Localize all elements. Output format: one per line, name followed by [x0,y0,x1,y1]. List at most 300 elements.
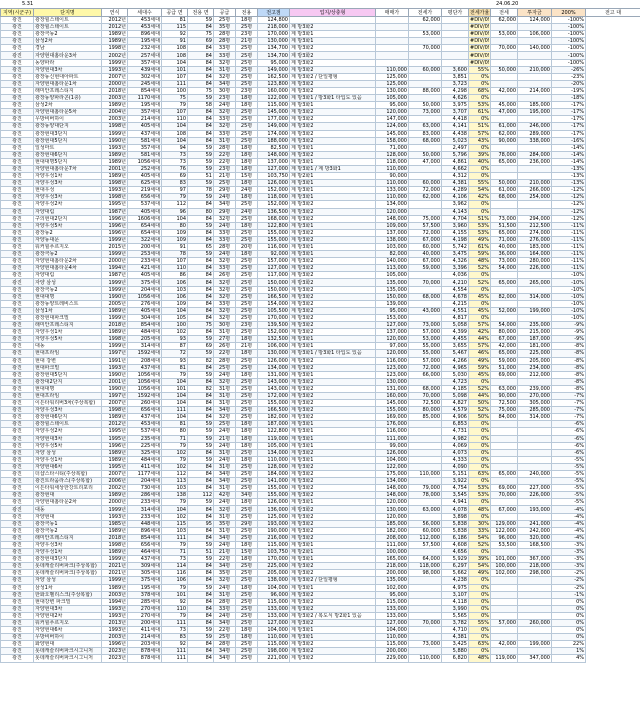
table-cell[interactable]: 5,565 [442,612,469,619]
table-cell[interactable]: 162,500 [258,73,290,80]
table-cell[interactable]: 59 [188,350,214,357]
table-cell[interactable]: 0% [469,442,491,449]
table-cell[interactable]: 2012년 [102,24,128,31]
table-cell[interactable]: 광진 [1,236,34,243]
table-cell[interactable] [491,648,518,655]
table-cell[interactable]: 계 방3화2 [290,45,376,52]
table-cell[interactable]: 계 방3화1 [290,421,376,428]
table-cell[interactable]: 1989년 [102,173,128,180]
table-cell[interactable]: 84 [188,378,214,385]
table-cell[interactable]: -100% [552,52,586,59]
table-cell[interactable]: 3,655 [442,343,469,350]
table-cell[interactable]: 광장현대 [34,492,102,499]
table-cell[interactable]: 68,000 [409,137,442,144]
table-cell[interactable]: 25평 [236,534,258,541]
table-cell[interactable]: 42,000 [491,641,518,648]
table-cell[interactable]: 150,000 [258,286,290,293]
table-cell[interactable]: 광진 [1,520,34,527]
table-cell[interactable]: 102,000 [491,570,518,577]
table-cell[interactable]: 246,000 [518,123,552,130]
table-cell[interactable] [491,300,518,307]
table-cell[interactable]: 127,000 [376,322,409,329]
table-cell[interactable]: 274,000 [518,229,552,236]
table-cell[interactable]: 62,000 [491,17,518,24]
table-cell[interactable] [491,598,518,605]
table-cell[interactable]: 28평 [214,641,236,648]
table-cell[interactable]: 656세대 [128,541,162,548]
table-cell[interactable]: 101 [162,385,188,392]
table-cell[interactable]: #DIV/0! [470,52,490,59]
table-cell[interactable]: 84 [188,414,214,421]
table-cell[interactable]: 84 [188,591,214,598]
table-cell[interactable]: 84 [188,478,214,485]
table-cell[interactable]: 90,000 [491,392,518,399]
table-cell[interactable] [376,45,409,52]
table-cell[interactable]: 136,500 [258,208,290,215]
table-cell[interactable]: 광장힐스테이트 [34,17,102,24]
table-cell[interactable] [518,286,552,293]
table-cell[interactable]: 4,399 [442,329,469,336]
table-cell[interactable] [518,456,552,463]
table-cell[interactable]: 73,000 [409,109,442,116]
table-cell[interactable]: 3,600 [442,66,469,73]
table-cell[interactable]: 104,000 [258,584,290,591]
table-cell[interactable]: 계 방3화2 [290,513,376,520]
table-cell[interactable] [409,627,442,634]
table-cell[interactable]: 계 방3화2 [290,123,376,130]
table-cell[interactable]: 233세대 [128,258,162,265]
table-cell[interactable]: 4,155 [442,229,469,236]
table-cell[interactable]: 광진 [1,485,34,492]
table-cell[interactable]: 84 [188,229,214,236]
table-cell[interactable]: 95 [188,520,214,527]
table-cell[interactable]: -12% [552,187,586,194]
table-cell[interactable]: 87 [162,343,188,350]
table-cell[interactable]: 199,000 [518,641,552,648]
table-cell[interactable]: 122,000 [491,527,518,534]
table-cell[interactable]: 127,000 [258,165,290,172]
table-cell[interactable]: -10% [552,272,586,279]
table-cell[interactable]: 0% [469,428,491,435]
table-cell[interactable]: 32평 [214,59,236,66]
table-cell[interactable] [442,17,469,24]
table-cell[interactable]: 25평 [236,236,258,243]
table-cell[interactable]: 계 방3화2 [290,527,376,534]
table-cell[interactable]: 24평 [214,541,236,548]
table-cell[interactable]: 25평 [236,24,258,31]
table-cell[interactable]: 0% [552,605,586,612]
table-cell[interactable]: 더샵스타시티(주상복합) [34,471,102,478]
table-cell[interactable]: 계 방3화2 [290,471,376,478]
table-cell[interactable]: 1999년 [102,343,128,350]
table-cell[interactable]: 453세대 [128,421,162,428]
table-cell[interactable]: 5,929 [442,556,469,563]
table-cell[interactable]: 3,782 [442,619,469,626]
table-cell[interactable]: 309세대 [128,563,162,570]
table-cell[interactable] [409,421,442,428]
table-cell[interactable]: 145,000 [376,130,409,137]
table-cell[interactable]: 84 [188,80,214,87]
table-cell[interactable]: 210,000 [518,180,552,187]
table-cell[interactable]: 116,000 [376,428,409,435]
table-cell[interactable]: 25평 [236,66,258,73]
table-cell[interactable]: 32평 [214,279,236,286]
table-cell[interactable]: 84 [188,463,214,470]
table-cell[interactable]: 광진 [1,598,34,605]
table-cell[interactable]: 45,000 [491,102,518,109]
table-cell[interactable] [409,52,442,59]
table-cell[interactable]: 135,000 [376,286,409,293]
table-cell[interactable]: 광진 [1,187,34,194]
table-cell[interactable]: 계 방3화1 [290,634,376,641]
table-cell[interactable]: 122,000 [376,463,409,470]
table-cell[interactable]: 73,000 [491,258,518,265]
table-cell[interactable]: 84 [188,300,214,307]
table-cell[interactable]: 854세대 [128,322,162,329]
table-cell[interactable]: 광진 [1,627,34,634]
table-cell[interactable] [409,648,442,655]
table-cell[interactable]: 1% [552,648,586,655]
table-cell[interactable]: 111 [162,655,188,662]
table-cell[interactable]: 57,000 [409,329,442,336]
table-cell[interactable]: 212,000 [518,371,552,378]
table-cell[interactable]: 0% [469,577,491,584]
table-cell[interactable]: 이튼타워세상한강트리포리 [34,485,102,492]
table-cell[interactable]: 177,000 [258,116,290,123]
table-cell[interactable]: -12% [552,208,586,215]
table-cell[interactable]: 광장현대5단지 [34,371,102,378]
table-cell[interactable]: 260세대 [128,400,162,407]
table-cell[interactable] [442,31,469,38]
table-cell[interactable]: 광진 [1,584,34,591]
table-cell[interactable]: 24평 [214,584,236,591]
table-cell[interactable]: 233세대 [128,499,162,506]
table-cell[interactable]: 5,742 [442,244,469,251]
table-cell[interactable]: 광진 [1,612,34,619]
table-cell[interactable]: -100% [552,24,586,31]
table-cell[interactable]: 광장힐스테이트 [34,421,102,428]
table-cell[interactable]: 4,298 [442,87,469,94]
table-cell[interactable]: 70,000 [409,45,442,52]
table-cell[interactable]: 208세대 [128,357,162,364]
table-cell[interactable]: 3,990 [442,605,469,612]
table-cell[interactable]: 133,000 [376,187,409,194]
table-cell[interactable]: 계 방3화2 [290,449,376,456]
table-cell[interactable]: 1998년 [102,45,128,52]
table-cell[interactable]: 25평 [214,17,236,24]
table-cell[interactable]: 205,000 [518,357,552,364]
table-cell[interactable] [518,80,552,87]
table-cell[interactable]: -19% [552,87,586,94]
table-cell[interactable]: 자양우성2차 [34,201,102,208]
table-cell[interactable]: 154,000 [258,300,290,307]
table-cell[interactable]: 484세대 [128,456,162,463]
table-cell[interactable]: 대동 [34,343,102,350]
table-cell[interactable]: 48% [469,506,491,513]
table-cell[interactable]: 자양우성3차 [34,180,102,187]
column-header[interactable]: 업지/상충형 [290,9,376,17]
table-cell[interactable]: 32평 [214,258,236,265]
table-cell[interactable]: 1989년 [102,158,128,165]
table-cell[interactable]: 125,000 [258,513,290,520]
table-cell[interactable]: 112 [162,201,188,208]
table-cell[interactable]: -8% [552,343,586,350]
table-cell[interactable]: 72,500 [409,400,442,407]
table-cell[interactable]: 119,000 [258,435,290,442]
table-cell[interactable]: -14% [552,151,586,158]
table-cell[interactable]: 322세대 [128,236,162,243]
table-cell[interactable]: 24평 [214,371,236,378]
table-cell[interactable]: 49% [469,357,491,364]
table-cell[interactable]: 59,000 [409,265,442,272]
table-cell[interactable]: 111 [162,407,188,414]
table-cell[interactable]: 4,626 [442,95,469,102]
table-cell[interactable]: 157,000 [258,258,290,265]
table-cell[interactable]: 80,000 [409,407,442,414]
table-cell[interactable]: 계 방3화2 [290,563,376,570]
table-cell[interactable]: 61,000 [491,187,518,194]
table-cell[interactable]: 35평 [214,24,236,31]
table-cell[interactable]: 216,000 [258,534,290,541]
table-cell[interactable]: 59 [188,336,214,343]
table-cell[interactable]: 4,198 [442,236,469,243]
table-cell[interactable]: 1999년 [102,314,128,321]
table-cell[interactable]: 92 [162,31,188,38]
table-cell[interactable]: 래미안프레스티지 [34,87,102,94]
table-cell[interactable]: 115,000 [258,641,290,648]
table-cell[interactable]: 126,000 [376,449,409,456]
table-cell[interactable]: -6% [552,428,586,435]
table-cell[interactable]: 5,838 [442,527,469,534]
table-cell[interactable]: 54% [469,563,491,570]
table-cell[interactable]: 1990년 [102,371,128,378]
table-cell[interactable]: 375세대 [128,279,162,286]
table-cell[interactable]: 계 방3화2 [290,300,376,307]
table-cell[interactable] [290,17,376,24]
table-cell[interactable]: 자양 삼성 [34,577,102,584]
table-cell[interactable]: 4,678 [442,293,469,300]
table-cell[interactable]: 73,000 [491,215,518,222]
table-cell[interactable]: 122,800 [258,222,290,229]
table-cell[interactable]: 69,000 [491,371,518,378]
table-cell[interactable]: 24평 [214,251,236,258]
table-cell[interactable] [409,116,442,123]
table-cell[interactable]: 1998년 [102,336,128,343]
table-cell[interactable]: 계 방3화2 [290,59,376,66]
table-cell[interactable]: 광진 [1,229,34,236]
table-cell[interactable]: 126,000 [258,499,290,506]
table-cell[interactable]: 104 [162,414,188,421]
table-cell[interactable]: 2002년 [102,52,128,59]
table-cell[interactable]: 227,000 [518,485,552,492]
table-cell[interactable]: 200세대 [128,619,162,626]
column-header[interactable]: 투자금 [518,9,552,17]
table-cell[interactable]: 계 방3화2 [290,591,376,598]
table-cell[interactable]: 67,000 [409,236,442,243]
table-cell[interactable]: 314세대 [128,343,162,350]
table-cell[interactable]: 광진 [1,144,34,151]
table-cell[interactable]: 1996년 [102,229,128,236]
table-cell[interactable]: 광진 [1,286,34,293]
table-cell[interactable]: 18평 [236,428,258,435]
table-cell[interactable]: 1995년 [102,463,128,470]
table-cell[interactable] [518,314,552,321]
table-cell[interactable]: 84 [188,471,214,478]
table-cell[interactable]: 1999년 [102,130,128,137]
table-cell[interactable]: 33평 [214,265,236,272]
table-cell[interactable]: #DIV/0! [470,45,490,52]
table-cell[interactable]: 164,000 [518,251,552,258]
table-cell[interactable]: 광진 [1,95,34,102]
table-cell[interactable] [491,513,518,520]
table-cell[interactable]: 125,000 [376,73,409,80]
table-cell[interactable]: 52% [469,265,491,272]
table-cell[interactable]: 145,000 [376,400,409,407]
table-cell[interactable]: 123,800 [258,80,290,87]
table-cell[interactable]: 214,000 [518,87,552,94]
table-cell[interactable]: 59 [188,541,214,548]
table-cell[interactable]: 25평 [236,648,258,655]
table-cell[interactable]: 878세대 [128,648,162,655]
table-cell[interactable]: 150,000 [376,293,409,300]
table-cell[interactable]: 21평 [214,173,236,180]
table-cell[interactable]: 계 방3화1 [290,144,376,151]
table-cell[interactable]: 24평 [214,102,236,109]
table-cell[interactable]: 계 방3화2 [290,605,376,612]
table-cell[interactable]: 42% [469,329,491,336]
table-cell[interactable]: 115,000 [258,598,290,605]
table-cell[interactable]: 110,000 [409,471,442,478]
table-cell[interactable] [518,201,552,208]
table-cell[interactable]: 453세대 [128,24,162,31]
table-cell[interactable]: 광진 [1,322,34,329]
table-cell[interactable]: 68,000 [409,385,442,392]
table-cell[interactable]: 205세대 [128,336,162,343]
table-cell[interactable]: 200,000 [376,648,409,655]
column-header[interactable]: 전세가율 [470,9,490,16]
table-cell[interactable] [491,428,518,435]
table-cell[interactable]: 143,000 [258,378,290,385]
table-cell[interactable]: 25평 [236,527,258,534]
table-cell[interactable]: 경남 [34,45,102,52]
table-cell[interactable]: 25평 [236,619,258,626]
table-cell[interactable]: 182,000 [376,527,409,534]
table-cell[interactable]: -11% [552,251,586,258]
table-cell[interactable] [491,456,518,463]
table-cell[interactable]: 자양현대 [34,513,102,520]
table-cell[interactable]: 4,215 [442,300,469,307]
table-cell[interactable]: 147,000 [376,116,409,123]
table-cell[interactable] [491,478,518,485]
table-cell[interactable]: 계 방3화2 [290,279,376,286]
table-cell[interactable]: -14% [552,144,586,151]
table-cell[interactable]: 광진 [1,137,34,144]
table-cell[interactable]: 84 [188,215,214,222]
table-cell[interactable]: 계 방3화2 [290,109,376,116]
table-cell[interactable]: -3% [552,556,586,563]
table-cell[interactable] [409,591,442,598]
table-cell[interactable]: 계 방3화2 [290,485,376,492]
column-header[interactable]: 전고 대 [586,9,640,17]
table-cell[interactable]: -100% [552,17,586,24]
table-cell[interactable]: 0% [469,598,491,605]
table-cell[interactable]: 계 방3화1 [290,180,376,187]
table-cell[interactable]: 115,000 [258,541,290,548]
table-cell[interactable]: 71,000 [491,236,518,243]
table-cell[interactable]: 204세대 [128,286,162,293]
table-cell[interactable]: 2012년 [102,17,128,24]
table-cell[interactable]: 69 [188,343,214,350]
table-cell[interactable]: 148,000 [376,215,409,222]
table-cell[interactable] [518,272,552,279]
table-cell[interactable]: 119,000 [491,655,518,662]
table-cell[interactable]: 2007년 [102,400,128,407]
table-cell[interactable]: 0% [469,463,491,470]
table-cell[interactable]: -1% [552,591,586,598]
table-cell[interactable]: 2018년 [102,87,128,94]
table-cell[interactable]: 95,000 [258,59,290,66]
table-cell[interactable]: 116,000 [258,244,290,251]
table-cell[interactable]: 54% [469,534,491,541]
table-cell[interactable]: 1989년 [102,329,128,336]
table-cell[interactable]: #DIV/0! [470,24,490,31]
table-cell[interactable]: 4,326 [442,258,469,265]
table-cell[interactable] [409,577,442,584]
table-cell[interactable]: 208,000 [376,534,409,541]
table-cell[interactable] [442,59,469,66]
table-cell[interactable]: 18평 [236,541,258,548]
table-cell[interactable]: 4,710 [442,627,469,634]
table-cell[interactable]: 143,000 [258,385,290,392]
table-cell[interactable]: 계 방3화2 [290,314,376,321]
table-cell[interactable]: 4,312 [442,173,469,180]
table-cell[interactable]: 광진 [1,414,34,421]
table-cell[interactable] [409,442,442,449]
table-cell[interactable]: -11% [552,258,586,265]
table-cell[interactable]: 70,000 [409,619,442,626]
table-cell[interactable] [518,612,552,619]
table-cell[interactable]: 101 [162,591,188,598]
table-cell[interactable]: 광장동2 [34,229,102,236]
table-cell[interactable]: -2% [552,577,586,584]
table-cell[interactable]: 123,000 [376,364,409,371]
table-cell[interactable] [409,201,442,208]
table-cell[interactable]: 이튼타워리버3차(주상복합) [34,400,102,407]
table-cell[interactable]: 4,554 [442,286,469,293]
table-cell[interactable]: 270세대 [128,612,162,619]
table-cell[interactable]: 320,000 [518,534,552,541]
table-cell[interactable]: 자양현대2차 [34,612,102,619]
table-cell[interactable]: 40,000 [491,244,518,251]
table-cell[interactable]: 221,000 [258,655,290,662]
table-cell[interactable]: 계 방3화2 [290,272,376,279]
table-cell[interactable] [491,38,518,45]
table-cell[interactable]: 112 [188,492,214,499]
table-cell[interactable] [409,549,442,556]
table-cell[interactable]: 145,000 [258,109,290,116]
table-cell[interactable]: 325세대 [128,449,162,456]
table-cell[interactable]: 84 [188,563,214,570]
table-cell[interactable]: 133,000 [376,605,409,612]
table-cell[interactable]: 25평 [236,598,258,605]
table-cell[interactable]: 378세대 [128,591,162,598]
table-cell[interactable]: -5% [552,478,586,485]
table-cell[interactable]: 광진 [1,31,34,38]
table-cell[interactable]: 계 방3화2 [290,215,376,222]
table-cell[interactable] [491,52,518,59]
table-cell[interactable]: 24평 [214,499,236,506]
table-cell[interactable]: 2003년 [102,591,128,598]
